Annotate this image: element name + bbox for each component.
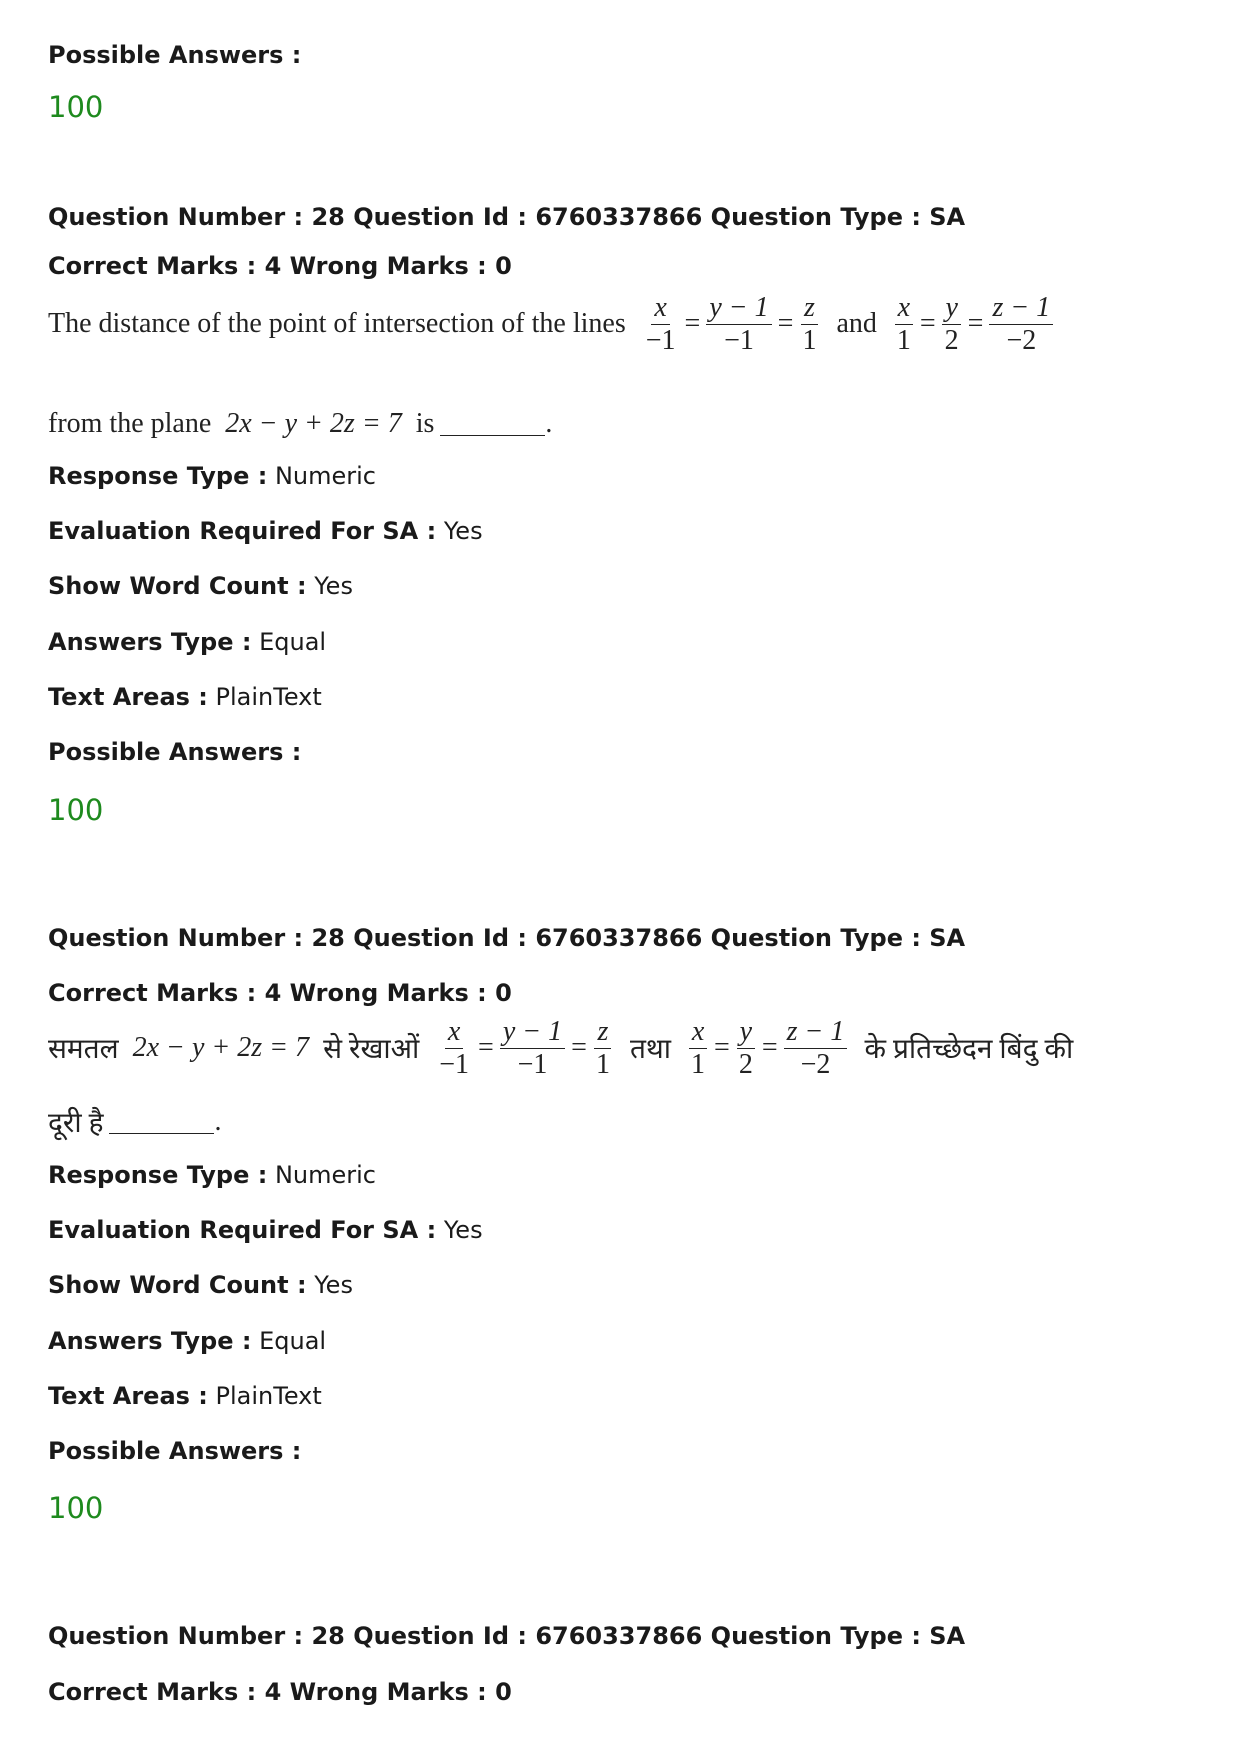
fraction: $\frac{z}{1}$ <box>802 291 817 356</box>
marks-line: Correct Marks : 4 Wrong Marks : 0 <box>48 1678 512 1706</box>
possible-answer-value: 100 <box>48 793 104 827</box>
question-header: Question Number : 28 Question Id : 6760337866 Question Type : SA <box>48 924 966 952</box>
fraction: $\frac{y}{2}$ <box>736 1018 756 1079</box>
evaluation-required: Evaluation Required For SA : Yes <box>48 517 483 545</box>
possible-answer-value: 100 <box>48 1491 104 1525</box>
fraction: $\frac{x}{1}$ <box>894 294 914 355</box>
question-header: Question Number : 28 Question Id : 6760337866 Question Type : SA <box>48 1622 966 1650</box>
text-areas: Text Areas : PlainText <box>48 1382 322 1410</box>
fraction: $\frac{y - 1}{-1}$ <box>500 1018 565 1079</box>
fraction: $\frac{x}{-1}$ <box>439 1015 470 1080</box>
possible-answer-value: 100 <box>48 90 104 124</box>
text-areas: Text Areas : PlainText <box>48 683 322 711</box>
fraction: $\frac{z - 1}{-2}$ <box>989 294 1053 355</box>
answer-blank <box>440 413 545 436</box>
response-type: Response Type : Numeric <box>48 1161 376 1189</box>
question-text-english-line1: The distance of the point of intersection of the lines $\frac{x}{-1}$ = $\frac{y - 1}{-1}$ = $\frac{z}{1}$ and $\frac{x}{1}$ = $\frac{y}{2}$ = $\frac{z - 1}{-2}$ <box>48 288 1056 360</box>
fraction: $\frac{x}{1}$ <box>688 1018 708 1079</box>
plane-equation: 2x − y + 2z = 7 <box>225 408 402 439</box>
response-type: Response Type : Numeric <box>48 462 376 490</box>
fraction: $\frac{y}{2}$ <box>942 294 962 355</box>
plane-equation: 2x − y + 2z = 7 <box>132 1032 310 1063</box>
answers-type: Answers Type : Equal <box>48 1327 327 1355</box>
possible-answers-label: Possible Answers : <box>48 41 302 69</box>
answers-type: Answers Type : Equal <box>48 628 327 656</box>
and-word: and <box>836 308 877 339</box>
possible-answers-label: Possible Answers : <box>48 1437 302 1465</box>
fraction: $\frac{z}{1}$ <box>595 1015 610 1080</box>
question-text-hindi-line1: समतल 2x − y + 2z = 7 से रेखाओं $\frac{x}{-1}$ = $\frac{y - 1}{-1}$ = $\frac{z}{1}$ तथा $\frac{x}{1}$ = $\frac{y}{2}$ = $\frac{z - 1}{-2}$ के प्रतिच्छेदन बिंदु की <box>48 1015 1074 1080</box>
fraction: $\frac{z - 1}{-2}$ <box>784 1018 848 1079</box>
question-text-english-line2: from the plane 2x − y + 2z = 7 is . <box>48 408 553 439</box>
possible-answers-label: Possible Answers : <box>48 738 302 766</box>
fraction: $\frac{x}{-1}$ <box>645 291 676 356</box>
marks-line: Correct Marks : 4 Wrong Marks : 0 <box>48 252 512 280</box>
show-word-count: Show Word Count : Yes <box>48 1271 353 1299</box>
fraction: $\frac{y - 1}{-1}$ <box>706 294 771 355</box>
question-header: Question Number : 28 Question Id : 6760337866 Question Type : SA <box>48 203 966 231</box>
question-text: The distance of the point of intersection of the lines <box>48 308 626 339</box>
answer-blank <box>109 1111 214 1134</box>
question-text-hindi-line2: दूरी है . <box>48 1106 222 1139</box>
marks-line: Correct Marks : 4 Wrong Marks : 0 <box>48 979 512 1007</box>
evaluation-required: Evaluation Required For SA : Yes <box>48 1216 483 1244</box>
show-word-count: Show Word Count : Yes <box>48 572 353 600</box>
